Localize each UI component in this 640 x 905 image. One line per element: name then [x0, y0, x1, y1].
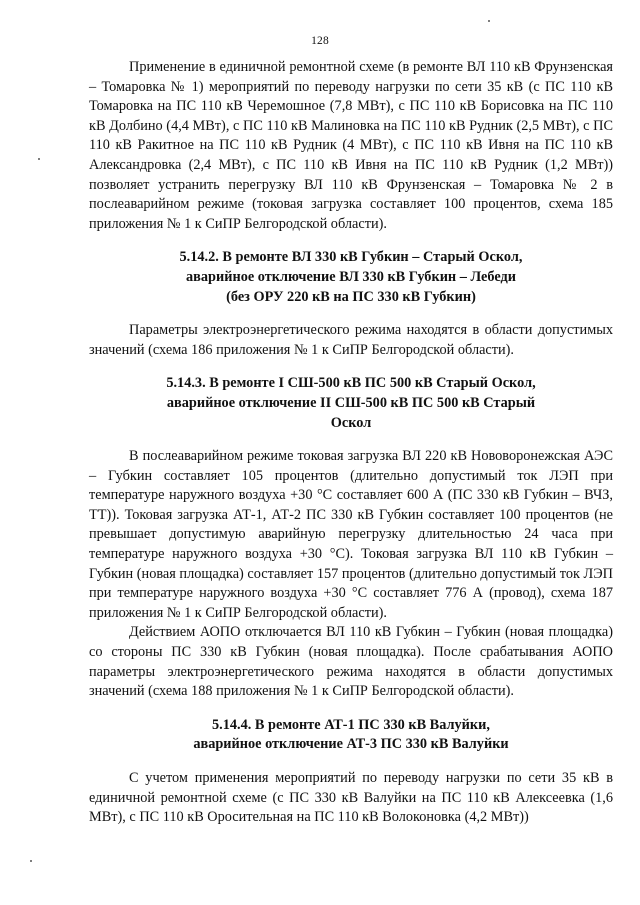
paragraph-parameters-acceptable: Параметры электроэнергетического режима находятся в области допустимых значений (схема 186 приложения № 1 к СиПР Белгородской области). — [89, 322, 613, 358]
section-heading-5-14-3 — [89, 374, 613, 433]
paragraph-load-transfer-measures: Применение в единичной ремонтной схеме (в ремонте ВЛ 110 кВ Фрунзенская – Томаровка № 1) мероприятий по переводу нагрузки по сети 35 кВ (с ПС 110 кВ Томаровка на ПС 110 кВ Черемошное (7,8 МВт), с ПС 110 кВ Борисовка на ПС 110 кВ Долбино (4,4 МВт), с ПС 110 кВ Малиновка на ПС 110 кВ Рудник (2,5 МВт), с ПС 110 кВ Ракитное на ПС 110 кВ Рудник (4 МВт), с ПС 110 кВ Ивня на ПС 110 кВ Александровка (2,4 МВт), с ПС 110 кВ Ивня на ПС 110 кВ Рудник (1,2 МВт)) позволяет устранить перегрузку ВЛ 110 кВ Фрунзенская – Томаровка № 2 в послеаварийном режиме (токовая загрузка составляет 100 процентов, схема 185 приложения № 1 к СиПР Белгородской области). — [89, 59, 613, 232]
heading-line: 5.14.3. В ремонте I СШ-500 кВ ПС 500 кВ Старый Оскол, — [166, 375, 536, 392]
heading-line: аварийное отключение АТ-3 ПС 330 кВ Валуйки — [193, 736, 509, 753]
paragraph-valuyki-measures: С учетом применения мероприятий по переводу нагрузки по сети 35 кВ в единичной ремонтной схеме (с ПС 330 кВ Валуйки на ПС 110 кВ Алексеевка (1,6 МВт), с ПС 110 кВ Оросительная на ПС 110 кВ Волоконовка (4,2 МВт)) — [89, 770, 613, 826]
heading-line: Оскол — [330, 414, 372, 431]
heading-line: аварийное отключение II СШ-500 кВ ПС 500 кВ Старый — [166, 394, 536, 411]
scan-speck — [30, 860, 32, 862]
scan-speck — [488, 20, 490, 22]
paragraph-aopo-action: Действием АОПО отключается ВЛ 110 кВ Губкин – Губкин (новая площадка) со стороны ПС 330 кВ Губкин (новая площадка). После срабатывания АОПО параметры электроэнергетического режима находятся в области допустимых значений (схема 188 приложения № 1 к СиПР Белгородской области). — [89, 624, 613, 700]
section-heading-5-14-4 — [89, 716, 613, 755]
paragraph-post-emergency-load: В послеаварийном режиме токовая загрузка ВЛ 220 кВ Нововоронежская АЭС – Губкин составляет 105 процентов (длительно допустимый ток ЛЭП при температуре наружного воздуха +30 °С составляет 600 А (ПС 330 кВ Губкин – ВЧЗ, ТТ)). Токовая загрузка АТ-1, АТ-2 ПС 330 кВ Губкин составляет 100 процентов (не превышает допустимую аварийную перегрузку длительностью 24 часа при температуре наружного воздуха +30 °С). Токовая загрузка ВЛ 110 кВ Губкин – Губкин (новая площадка) составляет 157 процентов (длительно допустимый ток ЛЭП при температуре наружного воздуха +30 °С составляет 776 А (провод), схема 187 приложения № 1 к СиПР Белгородской области). — [89, 448, 613, 621]
page-number: 128 — [311, 35, 329, 47]
document-body — [89, 58, 613, 828]
heading-line: 5.14.2. В ремонте ВЛ 330 кВ Губкин – Старый Оскол, — [179, 249, 523, 266]
heading-line: аварийное отключение ВЛ 330 кВ Губкин – Лебеди — [186, 268, 516, 285]
heading-line: 5.14.4. В ремонте АТ-1 ПС 330 кВ Валуйки, — [212, 716, 490, 733]
heading-line: (без ОРУ 220 кВ на ПС 330 кВ Губкин) — [226, 288, 476, 305]
scan-speck — [38, 158, 40, 160]
section-heading-5-14-2 — [89, 248, 613, 307]
